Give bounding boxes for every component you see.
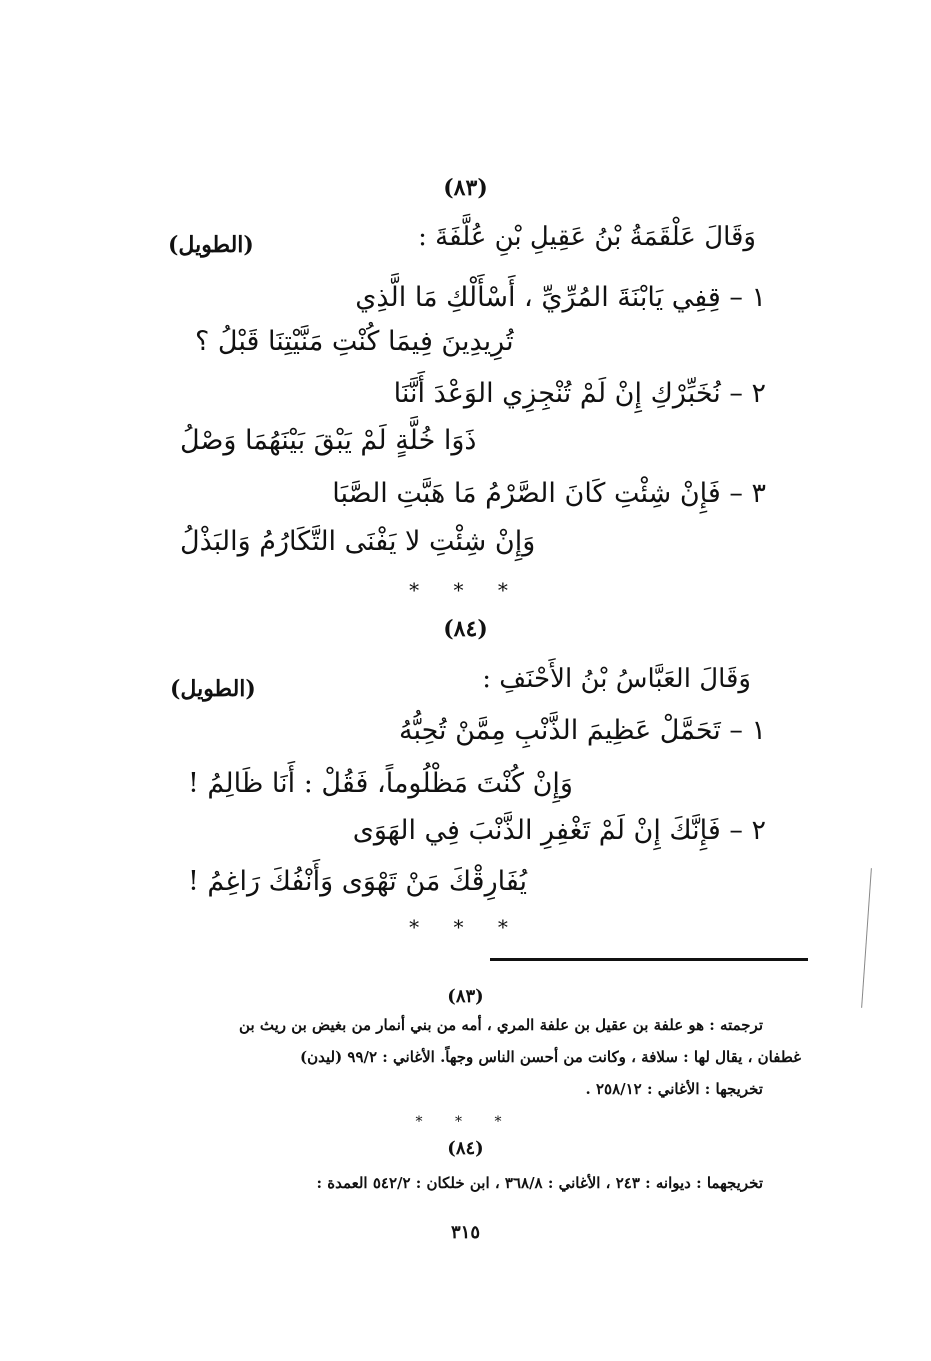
verse-second-hemistich: ذَوَا خُلَّةٍ لَمْ يَبْقَ بَيْنَهُمَا وَصْلُ — [180, 425, 477, 456]
poem-intro: وَقَالَ عَلْقَمَةُ بْنُ عَقِيلِ بْنِ عُلَّفَةَ : — [418, 222, 756, 252]
meter-label: (الطويل) — [168, 232, 254, 258]
footnote-separator: * * * — [415, 1114, 516, 1130]
verse-second-hemistich: تُرِيدِينَ فِيمَا كُنْتِ مَنَّيْتِنَا قَبْلُ ؟ — [195, 326, 514, 357]
verse-second-hemistich: وَإِنْ شِئْتِ لا يَفْنَى التَّكَارُمُ وَالبَذْلُ — [180, 526, 536, 557]
verse-first-hemistich: ٢ – نُخَبِّرْكِ إِنْ لَمْ تُنْجِزِي الوَعْدَ أَنَّنَا — [393, 378, 766, 409]
poem-number: (٨٤) — [443, 616, 488, 642]
verse-first-hemistich: ١ – قِفِي يَابْنَةَ المُرِّيِّ ، أَسْأَلْكِ مَا الَّذِي — [355, 282, 766, 313]
verse-first-hemistich: ٢ – فَإِنَّكَ إِنْ لَمْ تَغْفِرِ الذَّنْبَ فِي الهَوَى — [352, 815, 766, 846]
footnote-number: (٨٣) — [447, 986, 484, 1007]
meter-label: (الطويل) — [170, 676, 256, 702]
footnote-line: تخريجهما : ديوانه : ٢٤٣ ، الأغاني : ٣٦٨/٨ ، ابن خلكان : ٥٤٢/٢ العمدة : — [316, 1174, 763, 1192]
poem-number: (٨٣) — [443, 175, 488, 201]
section-separator: * * * — [409, 578, 522, 602]
footnote-number: (٨٤) — [447, 1138, 484, 1159]
section-separator: * * * — [409, 915, 522, 939]
verse-first-hemistich: ٣ – فَإِنْ شِئْتِ كَانَ الصَّرْمُ مَا هَبَّتِ الصَّبَا — [332, 478, 766, 509]
footnote-line: ترجمته : هو علفة بن عقيل بن علفة المري ، أمه من بني أنمار من بغيض بن ريث بن — [239, 1016, 763, 1034]
verse-second-hemistich: وَإِنْ كُنْتَ مَظْلُوماً، فَقُلْ : أَنَا ظَالِمُ ! — [188, 768, 573, 799]
footnote-divider — [490, 958, 808, 961]
poem-intro: وَقَالَ العَبَّاسُ بْنُ الأَحْنَفِ : — [482, 664, 751, 694]
verse-first-hemistich: ١ – تَحَمَّلْ عَظِيمَ الذَّنْبِ مِمَّنْ تُحِبُّهُ — [398, 715, 766, 746]
footnote-line: غطفان ، يقال لها : سلافة ، وكانت من أحسن الناس وجهاً. الأغاني : ٩٩/٢ (ليدن) — [299, 1048, 801, 1066]
footnote-line: تخريجها : الأغاني : ٢٥٨/١٢ . — [585, 1080, 763, 1098]
verse-second-hemistich: يُفَارِقْكَ مَنْ تَهْوَى وَأَنْفُكَ رَاغِمُ ! — [188, 866, 528, 897]
page-number: ٣١٥ — [450, 1222, 480, 1243]
